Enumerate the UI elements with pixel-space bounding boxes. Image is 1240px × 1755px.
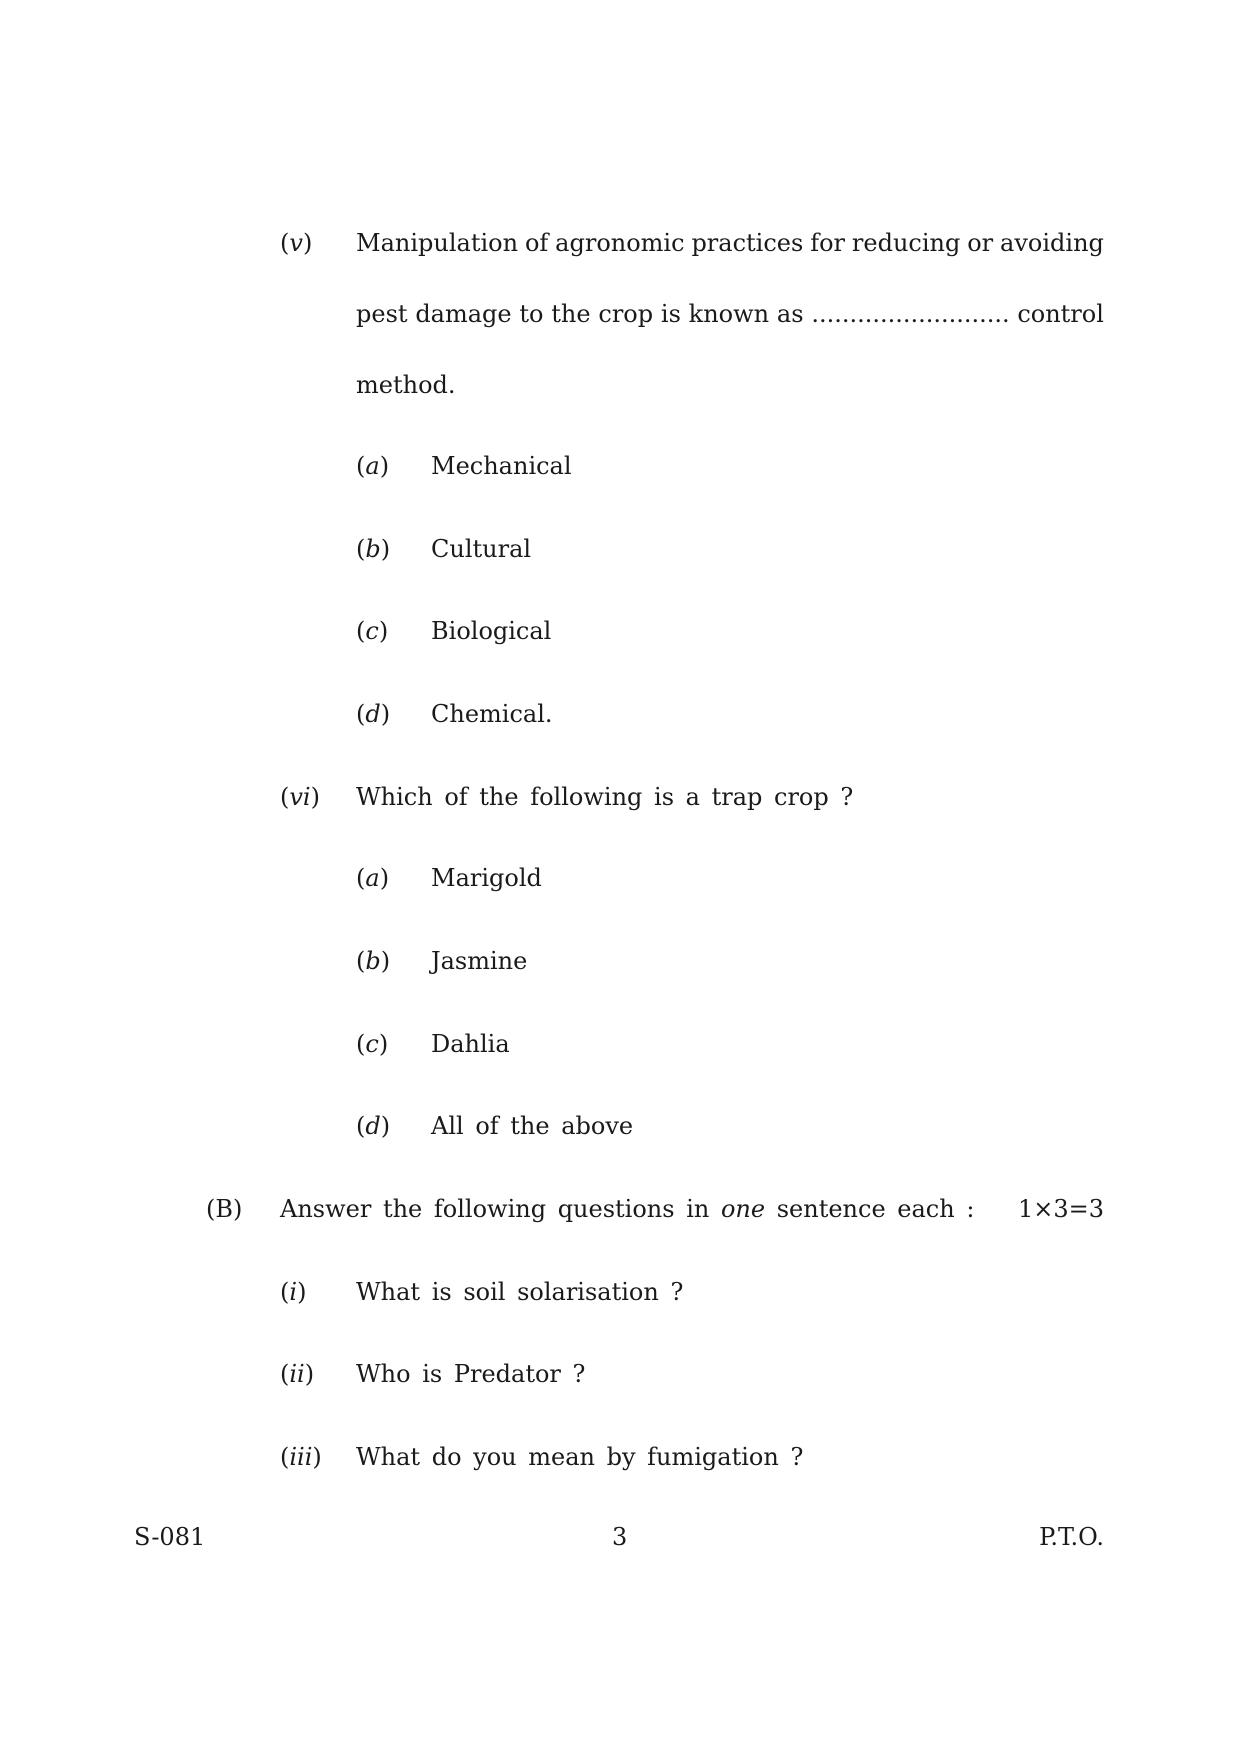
question-v-line-2 bbox=[356, 302, 1104, 326]
question-text: Who is Predator ? bbox=[356, 1360, 586, 1388]
word: crop bbox=[598, 300, 654, 328]
word: pest bbox=[356, 300, 408, 328]
option-label: (b) bbox=[356, 947, 391, 975]
please-turn-over: P.T.O. bbox=[1039, 1523, 1104, 1551]
option-text: Jasmine bbox=[431, 947, 528, 975]
fill-in-blank bbox=[811, 302, 1104, 326]
option-label: (d) bbox=[356, 700, 391, 728]
section-b-label: (B) bbox=[206, 1195, 243, 1223]
option-label: (b) bbox=[356, 535, 391, 563]
option-text: Mechanical bbox=[431, 452, 572, 480]
word: practices bbox=[691, 229, 804, 257]
section-b-instruction: Answer the following questions in one sentence each : bbox=[280, 1195, 975, 1223]
option-label: (a) bbox=[356, 864, 390, 892]
option-text: All of the above bbox=[431, 1112, 634, 1140]
question-text: What do you mean by fumigation ? bbox=[356, 1443, 804, 1471]
option-label: (c) bbox=[356, 617, 389, 645]
word: the bbox=[551, 300, 591, 328]
word: Manipulation bbox=[356, 229, 519, 257]
word: damage bbox=[415, 300, 512, 328]
paper-code: S-081 bbox=[134, 1523, 206, 1551]
option-label: (c) bbox=[356, 1030, 389, 1058]
word: known bbox=[688, 300, 770, 328]
option-text: Cultural bbox=[431, 535, 532, 563]
question-v-number: (v) bbox=[280, 229, 313, 257]
question-number: (ii) bbox=[280, 1360, 315, 1388]
word: agronomic bbox=[555, 229, 685, 257]
emphasis: one bbox=[720, 1195, 766, 1223]
word: avoiding bbox=[1000, 229, 1104, 257]
question-text: What is soil solarisation ? bbox=[356, 1278, 684, 1306]
option-label: (a) bbox=[356, 452, 390, 480]
word: as bbox=[776, 300, 804, 328]
question-vi-number: (vi) bbox=[280, 783, 320, 811]
question-number: (i) bbox=[280, 1278, 307, 1306]
question-v-line-1 bbox=[356, 231, 1104, 255]
option-text: Marigold bbox=[431, 864, 542, 892]
blank-dots: .......................... bbox=[811, 300, 1010, 328]
word: control bbox=[1017, 300, 1104, 328]
option-text: Biological bbox=[431, 617, 552, 645]
question-number: (iii) bbox=[280, 1443, 322, 1471]
option-label: (d) bbox=[356, 1112, 391, 1140]
section-b-marks: 1×3=3 bbox=[1017, 1195, 1104, 1223]
option-text: Dahlia bbox=[431, 1030, 510, 1058]
word: reducing bbox=[851, 229, 961, 257]
word: to bbox=[519, 300, 544, 328]
question-v-line-3: method. bbox=[356, 371, 456, 399]
word: of bbox=[524, 229, 549, 257]
question-vi-text: Which of the following is a trap crop ? bbox=[356, 783, 854, 811]
word: or bbox=[967, 229, 994, 257]
option-text: Chemical. bbox=[431, 700, 553, 728]
word: for bbox=[810, 229, 846, 257]
page-number: 3 bbox=[612, 1523, 628, 1551]
word: is bbox=[660, 300, 681, 328]
